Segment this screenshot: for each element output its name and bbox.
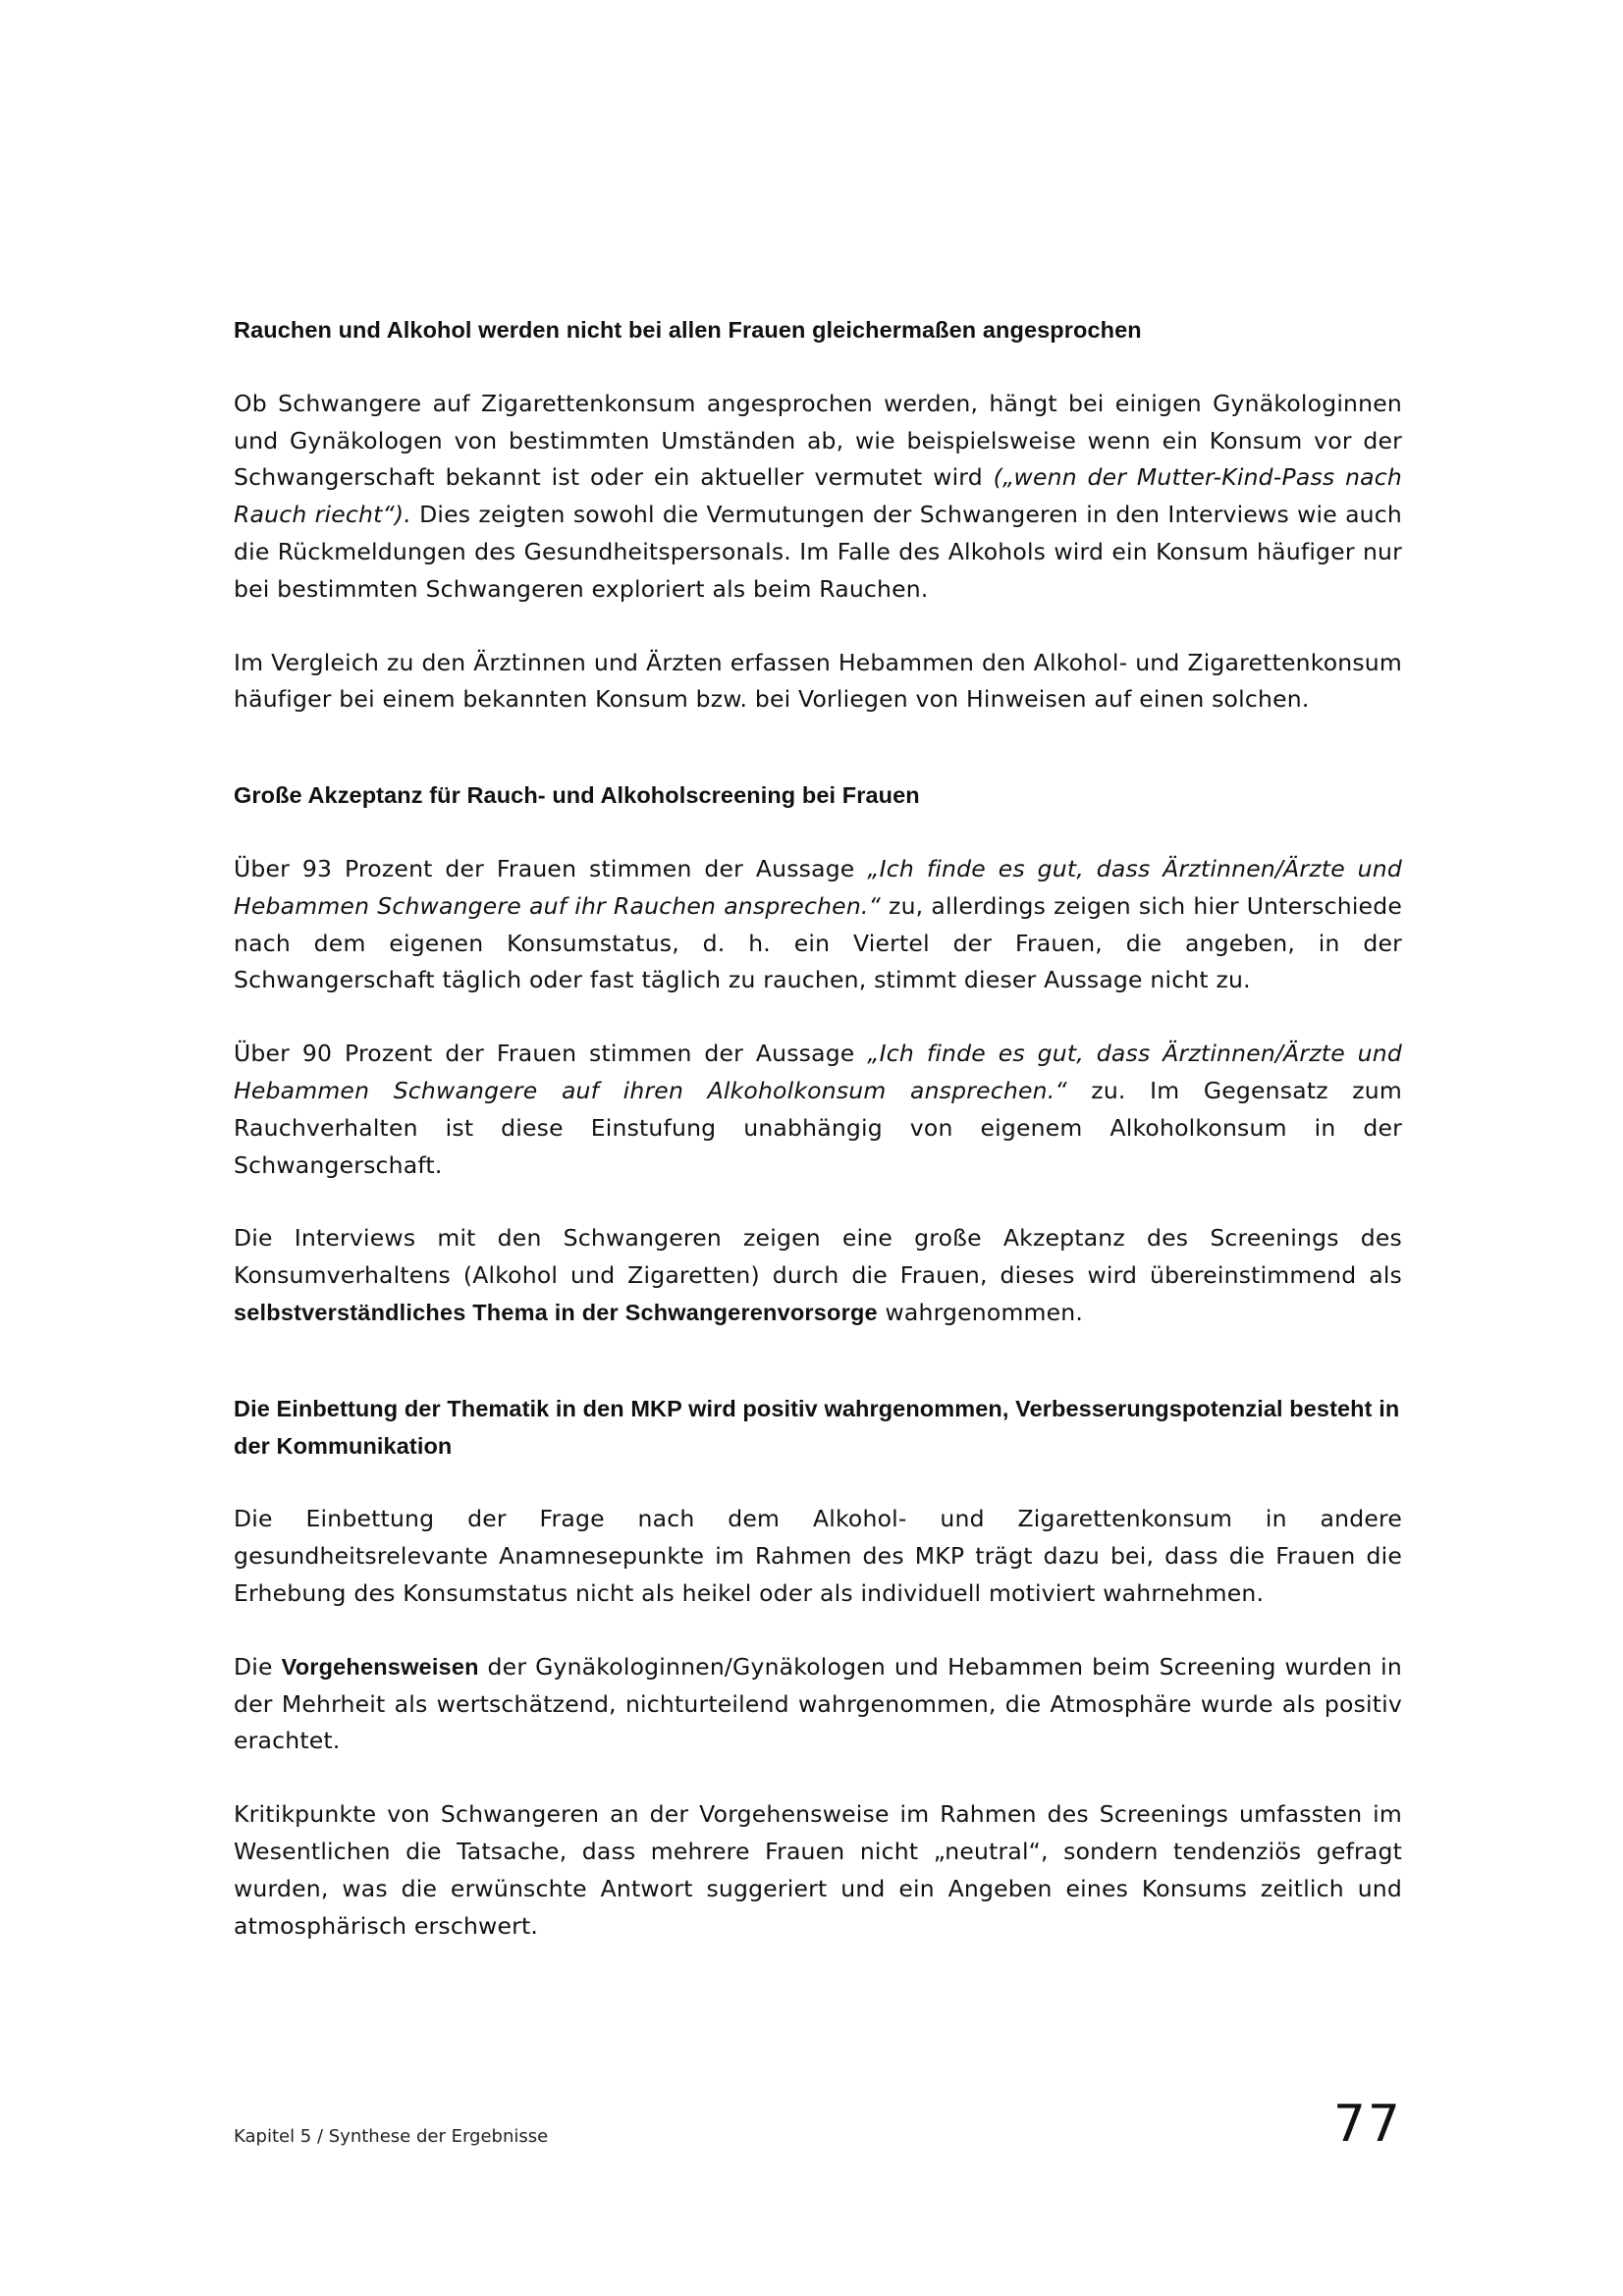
section2-p1-quote: „Ich finde es gut, dass Ärztinnen/Ärzte und Hebammen Schwangere auf ihr Rauchen ansprechen.“ <box>234 854 1402 920</box>
page-content <box>234 312 1402 1945</box>
section1-heading: Rauchen und Alkohol werden nicht bei allen Frauen gleichermaßen angesprochen <box>234 317 1142 343</box>
section3-p2-bold: Vorgehensweisen <box>281 1653 479 1680</box>
page-number: 77 <box>1332 2095 1402 2154</box>
section2-paragraph-3 <box>234 1220 1402 1331</box>
section2-p3-text-a: Die Interviews mit den Schwangeren zeigen eine große Akzeptanz des Screenings des Konsumverhaltens (Alkohol und Zigaretten) durch die Frauen, dieses wird übereinstimmend als <box>234 1224 1402 1290</box>
section3-heading: Die Einbettung der Thematik in den MKP wird positiv wahrgenommen, Verbesserungspotenzial besteht in der Kommunikation <box>234 1395 1400 1459</box>
section2-p3-bold: selbstverständliches Thema in der Schwangerenvorsorge <box>234 1299 878 1325</box>
section2-paragraph-2 <box>234 1036 1402 1184</box>
footer-chapter: Kapitel 5 / Synthese der Ergebnisse <box>234 2126 549 2147</box>
section2-p3-text-b: wahrgenommen. <box>877 1298 1084 1326</box>
section1-p1-text-b: Dies zeigten sowohl die Vermutungen der Schwangeren in den Interviews wie auch die Rückmeldungen des Gesundheitspersonals. Im Falle des Alkohols wird ein Konsum häufiger nur bei bestimmten Schwangeren exploriert als beim Rauchen. <box>234 501 1402 603</box>
section3-p2-text-a: Die <box>234 1652 282 1681</box>
section3-paragraph-1: Die Einbettung der Frage nach dem Alkohol- und Zigarettenkonsum in andere gesundheitsrelevante Anamnesepunkte im Rahmen des MKP trägt dazu bei, dass die Frauen die Erhebung des Konsumstatus nicht als heikel oder als individuell motiviert wahrnehmen. <box>234 1505 1402 1607</box>
section2-p1-text-a: Über 93 Prozent der Frauen stimmen der Aussage <box>234 854 868 882</box>
section3-p2-text-b: der Gynäkologinnen/Gynäkologen und Hebammen beim Screening wurden in der Mehrheit als wertschätzend, nichturteilend wahrgenommen, die Atmosphäre wurde als positiv erachtet. <box>234 1652 1402 1755</box>
section1-paragraph-2: Im Vergleich zu den Ärztinnen und Ärzten erfassen Hebammen den Alkohol- und Zigarettenkonsum häufiger bei einem bekannten Konsum bzw. bei Vorliegen von Hinweisen auf einen solchen. <box>234 648 1402 714</box>
section3-paragraph-2 <box>234 1649 1402 1760</box>
section2-p2-text-a: Über 90 Prozent der Frauen stimmen der Aussage <box>234 1040 868 1068</box>
section2-heading: Große Akzeptanz für Rauch- und Alkoholscreening bei Frauen <box>234 782 920 809</box>
section1-paragraph-1 <box>234 386 1402 609</box>
section1-p1-quote: („wenn der Mutter-Kind-Pass nach Rauch riecht“). <box>234 463 1402 529</box>
section2-p1-text-b: zu, allerdings zeigen sich hier Unterschiede nach dem eigenen Konsumstatus, d. h. ein Viertel der Frauen, die angeben, in der Schwangerschaft täglich oder fast täglich zu rauchen, stimmt dieser Aussage nicht zu. <box>234 891 1402 994</box>
section1-p1-text-a: Ob Schwangere auf Zigarettenkonsum angesprochen werden, hängt bei einigen Gynäkologinnen und Gynäkologen von bestimmten Umständen ab, wie beispielsweise wenn ein Konsum vor der Schwangerschaft bekannt ist oder ein aktueller vermutet wird <box>234 389 1402 492</box>
section2-p2-quote: „Ich finde es gut, dass Ärztinnen/Ärzte und Hebammen Schwangere auf ihren Alkoholkonsum ansprechen.“ <box>234 1040 1402 1104</box>
section2-p2-text-b: zu. Im Gegensatz zum Rauchverhalten ist diese Einstufung unabhängig von eigenem Alkoholkonsum in der Schwangerschaft. <box>234 1076 1402 1179</box>
section2-paragraph-1 <box>234 851 1402 999</box>
section3-paragraph-3: Kritikpunkte von Schwangeren an der Vorgehensweise im Rahmen des Screenings umfassten im Wesentlichen die Tatsache, dass mehrere Frauen nicht „neutral“, sondern tendenziös gefragt wurden, was die erwünschte Antwort suggeriert und ein Angeben eines Konsums zeitlich und atmosphärisch erschwert. <box>234 1800 1402 1940</box>
